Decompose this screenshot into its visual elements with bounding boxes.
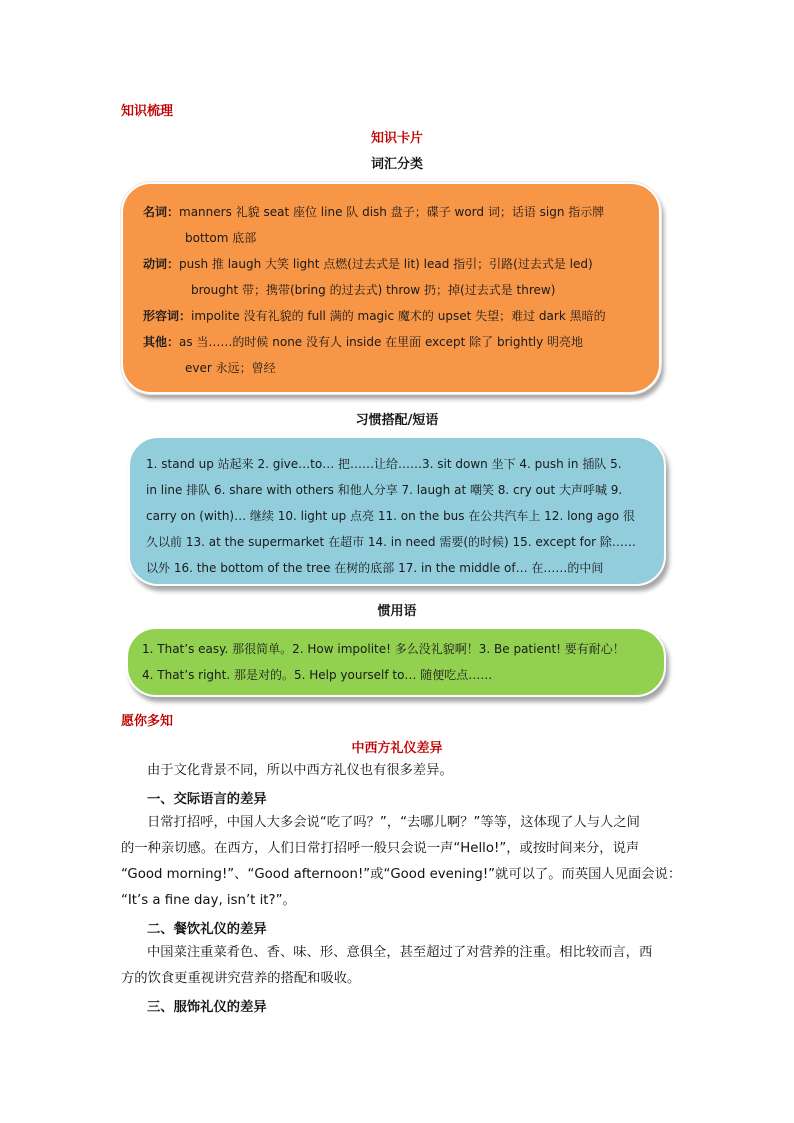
verbs-row bbox=[143, 256, 593, 272]
nouns-text-cont: bottom 底部 bbox=[185, 231, 257, 245]
nouns-row bbox=[143, 204, 604, 220]
section-1-paragraph: “It’s a fine day, isn’t it?”。 bbox=[121, 893, 296, 908]
adj-text: impolite 没有礼貌的 full 满的 magic 魔术的 upset 失望；难过 dark 黑暗的 bbox=[191, 309, 606, 323]
section-2-paragraph: 中国菜注重菜肴色、香、味、形、意俱全，甚至超过了对营养的注重。相比较而言，西 bbox=[147, 945, 653, 960]
phrase-line: 久以前 13. at the supermarket 在超市 14. in need 需要(的时候) 15. except for 除…… bbox=[146, 535, 636, 549]
nouns-label: 名词： bbox=[143, 205, 180, 219]
other-label: 其他： bbox=[143, 335, 180, 349]
card-title: 知识卡片 bbox=[370, 131, 423, 146]
idioms-title: 惯用语 bbox=[377, 604, 417, 619]
verbs-text-cont: brought 带；携带(bring 的过去式) throw 扔；掉(过去式是 threw) bbox=[191, 283, 556, 297]
idiom-line: 4. That’s right. 那是对的。5. Help yourself to… 随便吃点…… bbox=[142, 668, 493, 682]
article-intro: 由于文化背景不同，所以中西方礼仪也有很多差异。 bbox=[147, 763, 453, 778]
phrase-line: in line 排队 6. share with others 和他人分享 7. laugh at 嘲笑 8. cry out 大声呼喊 9. bbox=[146, 483, 623, 497]
section-2-title: 二、餐饮礼仪的差异 bbox=[147, 922, 267, 937]
other-text-cont: ever 永远；曾经 bbox=[185, 361, 276, 375]
vocab-title: 词汇分类 bbox=[370, 157, 423, 172]
section-2-paragraph: 方的饮食更重视讲究营养的搭配和吸收。 bbox=[121, 971, 361, 986]
verbs-label: 动词： bbox=[143, 257, 180, 271]
verbs-text: push 推 laugh 大笑 light 点燃(过去式是 lit) lead 指引；引路(过去式是 led) bbox=[179, 257, 593, 271]
other-row bbox=[143, 334, 583, 350]
phrase-line: 1. stand up 站起来 2. give…to… 把……让给……3. sit down 坐下 4. push in 插队 5. bbox=[146, 457, 622, 471]
section-1-paragraph: 的一种亲切感。在西方，人们日常打招呼一般只会说一声“Hello!”，或按时间来分，说声 bbox=[121, 841, 640, 856]
section-heading-extra: 愿你多知 bbox=[121, 714, 174, 729]
other-text: as 当……的时候 none 没有人 inside 在里面 except 除了 brightly 明亮地 bbox=[179, 335, 584, 349]
vocab-card bbox=[121, 182, 661, 394]
idioms-card bbox=[126, 627, 666, 697]
section-1-paragraph: “Good morning!”、“Good afternoon!”或“Good evening!”就可以了。而英国人见面会说： bbox=[121, 867, 682, 882]
phrases-title: 习惯搭配/短语 bbox=[355, 413, 439, 428]
section-heading-knowledge: 知识梳理 bbox=[121, 104, 174, 119]
adj-label: 形容词： bbox=[143, 309, 192, 323]
article-title: 中西方礼仪差异 bbox=[351, 741, 443, 756]
phrase-line: 以外 16. the bottom of the tree 在树的底部 17. in the middle of… 在……的中间 bbox=[146, 561, 604, 575]
phrases-card bbox=[128, 436, 666, 586]
nouns-text: manners 礼貌 seat 座位 line 队 dish 盘子；碟子 word 词；话语 sign 指示牌 bbox=[179, 205, 605, 219]
section-3-title: 三、服饰礼仪的差异 bbox=[147, 1000, 267, 1015]
idiom-line: 1. That’s easy. 那很简单。2. How impolite! 多么没礼貌啊！3. Be patient! 要有耐心！ bbox=[142, 642, 625, 656]
section-1-title: 一、交际语言的差异 bbox=[147, 792, 267, 807]
adj-row bbox=[143, 308, 606, 324]
section-1-paragraph: 日常打招呼，中国人大多会说“吃了吗？”，“去哪儿啊？”等等，这体现了人与人之间 bbox=[147, 815, 640, 830]
phrase-line: carry on (with)… 继续 10. light up 点亮 11. on the bus 在公共汽车上 12. long ago 很 bbox=[146, 509, 635, 523]
